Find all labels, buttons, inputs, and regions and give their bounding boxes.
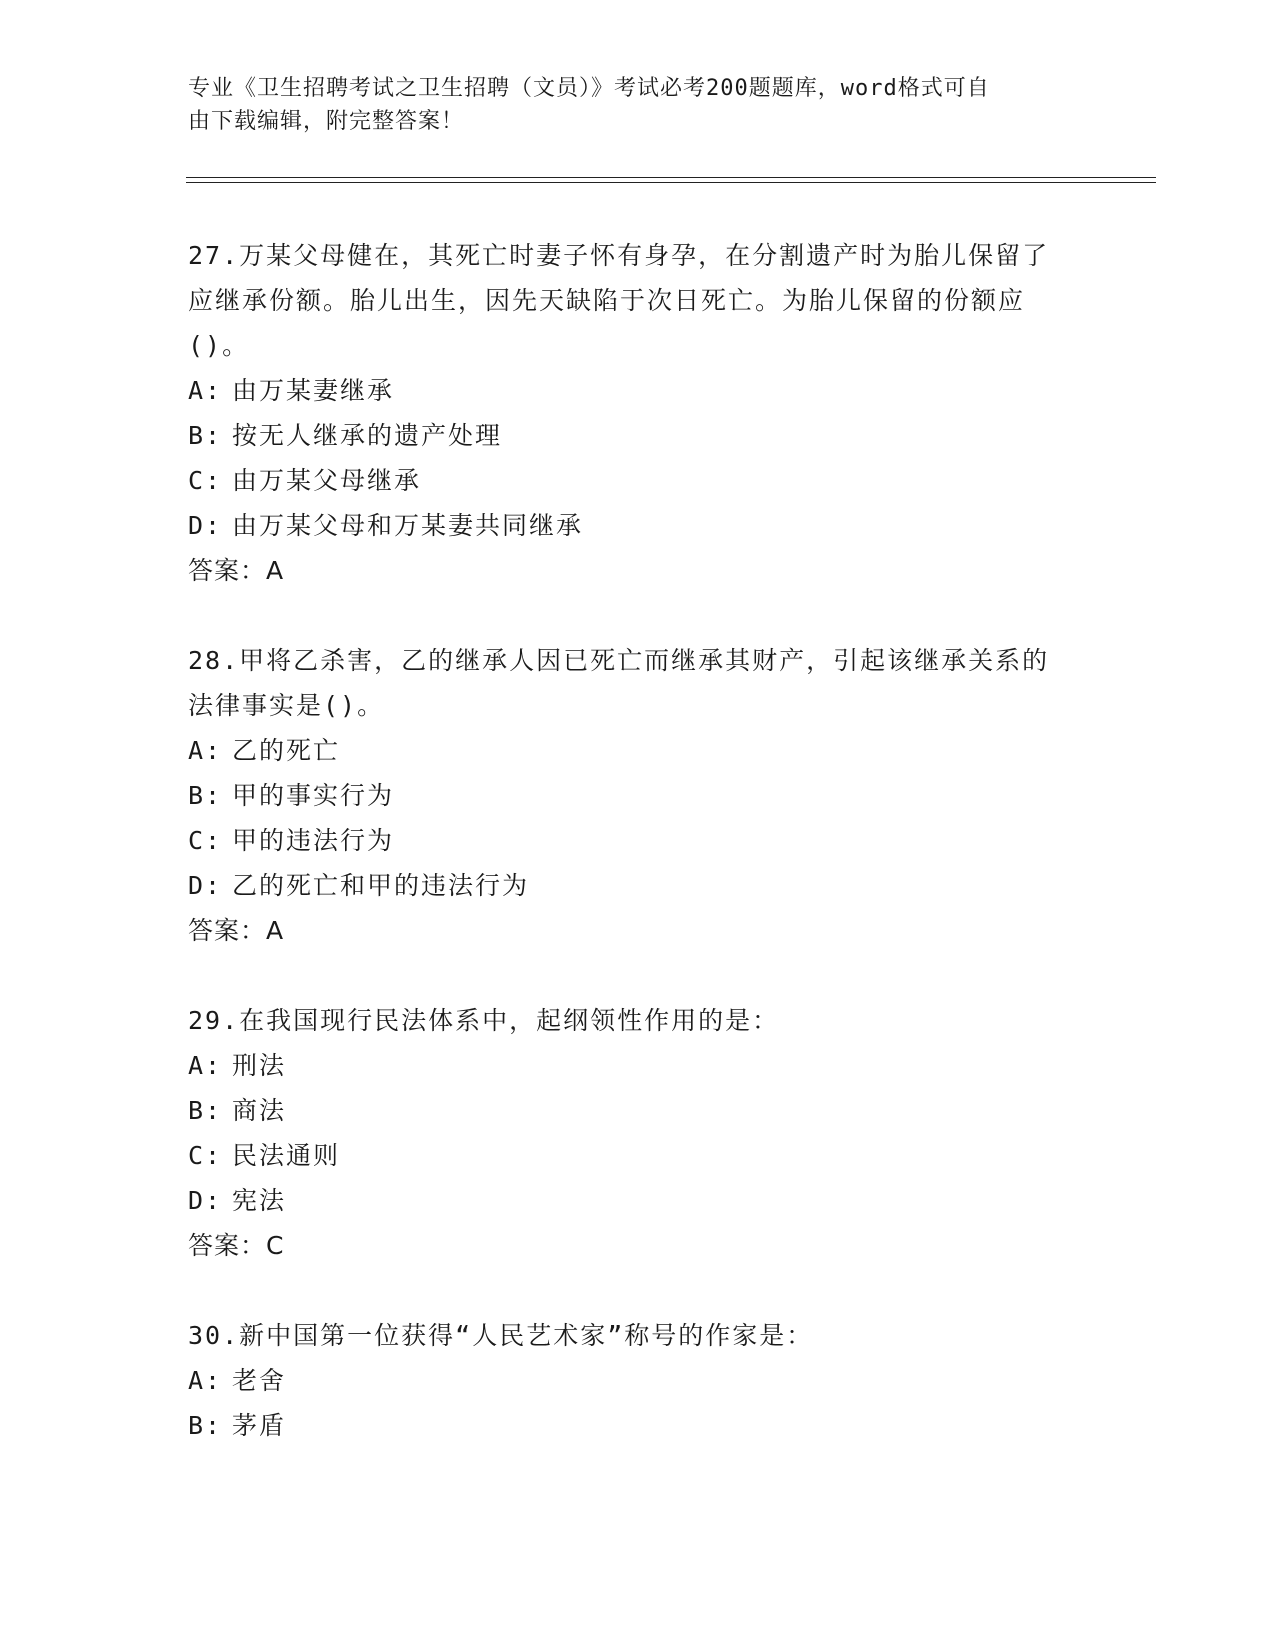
option-text: 刑法	[232, 1051, 287, 1080]
question-stem: 29.在我国现行民法体系中，起纲领性作用的是：	[188, 1006, 780, 1035]
option-letter: A:	[188, 736, 223, 765]
header-divider-top	[186, 177, 1156, 178]
option-text: 商法	[232, 1096, 287, 1125]
option-text: 老舍	[232, 1366, 287, 1395]
option-text: 由万某父母和万某妻共同继承	[232, 511, 584, 540]
option-a	[188, 1043, 1088, 1088]
answer-line: 答案：A	[188, 916, 285, 945]
option-letter: B:	[188, 1096, 223, 1125]
option-c	[188, 458, 1088, 503]
answer-line: 答案：C	[188, 1231, 285, 1260]
option-d	[188, 1178, 1088, 1223]
option-text: 甲的违法行为	[232, 826, 395, 855]
option-d	[188, 503, 1088, 548]
question-stem: 27.万某父母健在，其死亡时妻子怀有身孕，在分割遗产时为胎儿保留了应继承份额。胎儿出生，因先天缺陷于次日死亡。为胎儿保留的份额应()。	[188, 241, 1050, 360]
option-text: 按无人继承的遗产处理	[232, 421, 503, 450]
option-text: 乙的死亡	[232, 736, 341, 765]
question-28	[188, 638, 1088, 953]
option-a	[188, 728, 1088, 773]
option-text: 乙的死亡和甲的违法行为	[232, 871, 530, 900]
option-letter: A:	[188, 1366, 223, 1395]
option-c	[188, 818, 1088, 863]
question-stem: 28.甲将乙杀害，乙的继承人因已死亡而继承其财产，引起该继承关系的法律事实是()。	[188, 646, 1050, 720]
option-text: 由万某妻继承	[232, 376, 395, 405]
header-divider-bottom	[186, 182, 1156, 183]
option-letter: D:	[188, 1186, 223, 1215]
option-letter: B:	[188, 421, 223, 450]
option-text: 茅盾	[232, 1411, 287, 1440]
option-b	[188, 1403, 1088, 1448]
question-stem: 30.新中国第一位获得“人民艺术家”称号的作家是：	[188, 1321, 814, 1350]
option-letter: C:	[188, 826, 223, 855]
option-text: 民法通则	[232, 1141, 341, 1170]
question-27	[188, 233, 1088, 593]
option-letter: B:	[188, 1411, 223, 1440]
option-a	[188, 1358, 1088, 1403]
option-b	[188, 773, 1088, 818]
option-letter: A:	[188, 376, 223, 405]
question-30	[188, 1313, 1088, 1448]
option-d	[188, 863, 1088, 908]
option-letter: C:	[188, 1141, 223, 1170]
header-line-1: 专业《卫生招聘考试之卫生招聘（文员）》考试必考200题题库，word格式可自	[188, 76, 990, 101]
option-letter: B:	[188, 781, 223, 810]
question-list	[188, 233, 1088, 1493]
header-line-2: 由下载编辑，附完整答案！	[188, 109, 465, 134]
option-c	[188, 1133, 1088, 1178]
option-text: 甲的事实行为	[232, 781, 395, 810]
option-letter: D:	[188, 511, 223, 540]
option-letter: C:	[188, 466, 223, 495]
option-letter: A:	[188, 1051, 223, 1080]
document-header	[188, 72, 1068, 138]
option-text: 宪法	[232, 1186, 287, 1215]
option-b	[188, 413, 1088, 458]
question-29	[188, 998, 1088, 1268]
option-b	[188, 1088, 1088, 1133]
option-a	[188, 368, 1088, 413]
answer-line: 答案：A	[188, 556, 285, 585]
option-letter: D:	[188, 871, 223, 900]
option-text: 由万某父母继承	[232, 466, 422, 495]
